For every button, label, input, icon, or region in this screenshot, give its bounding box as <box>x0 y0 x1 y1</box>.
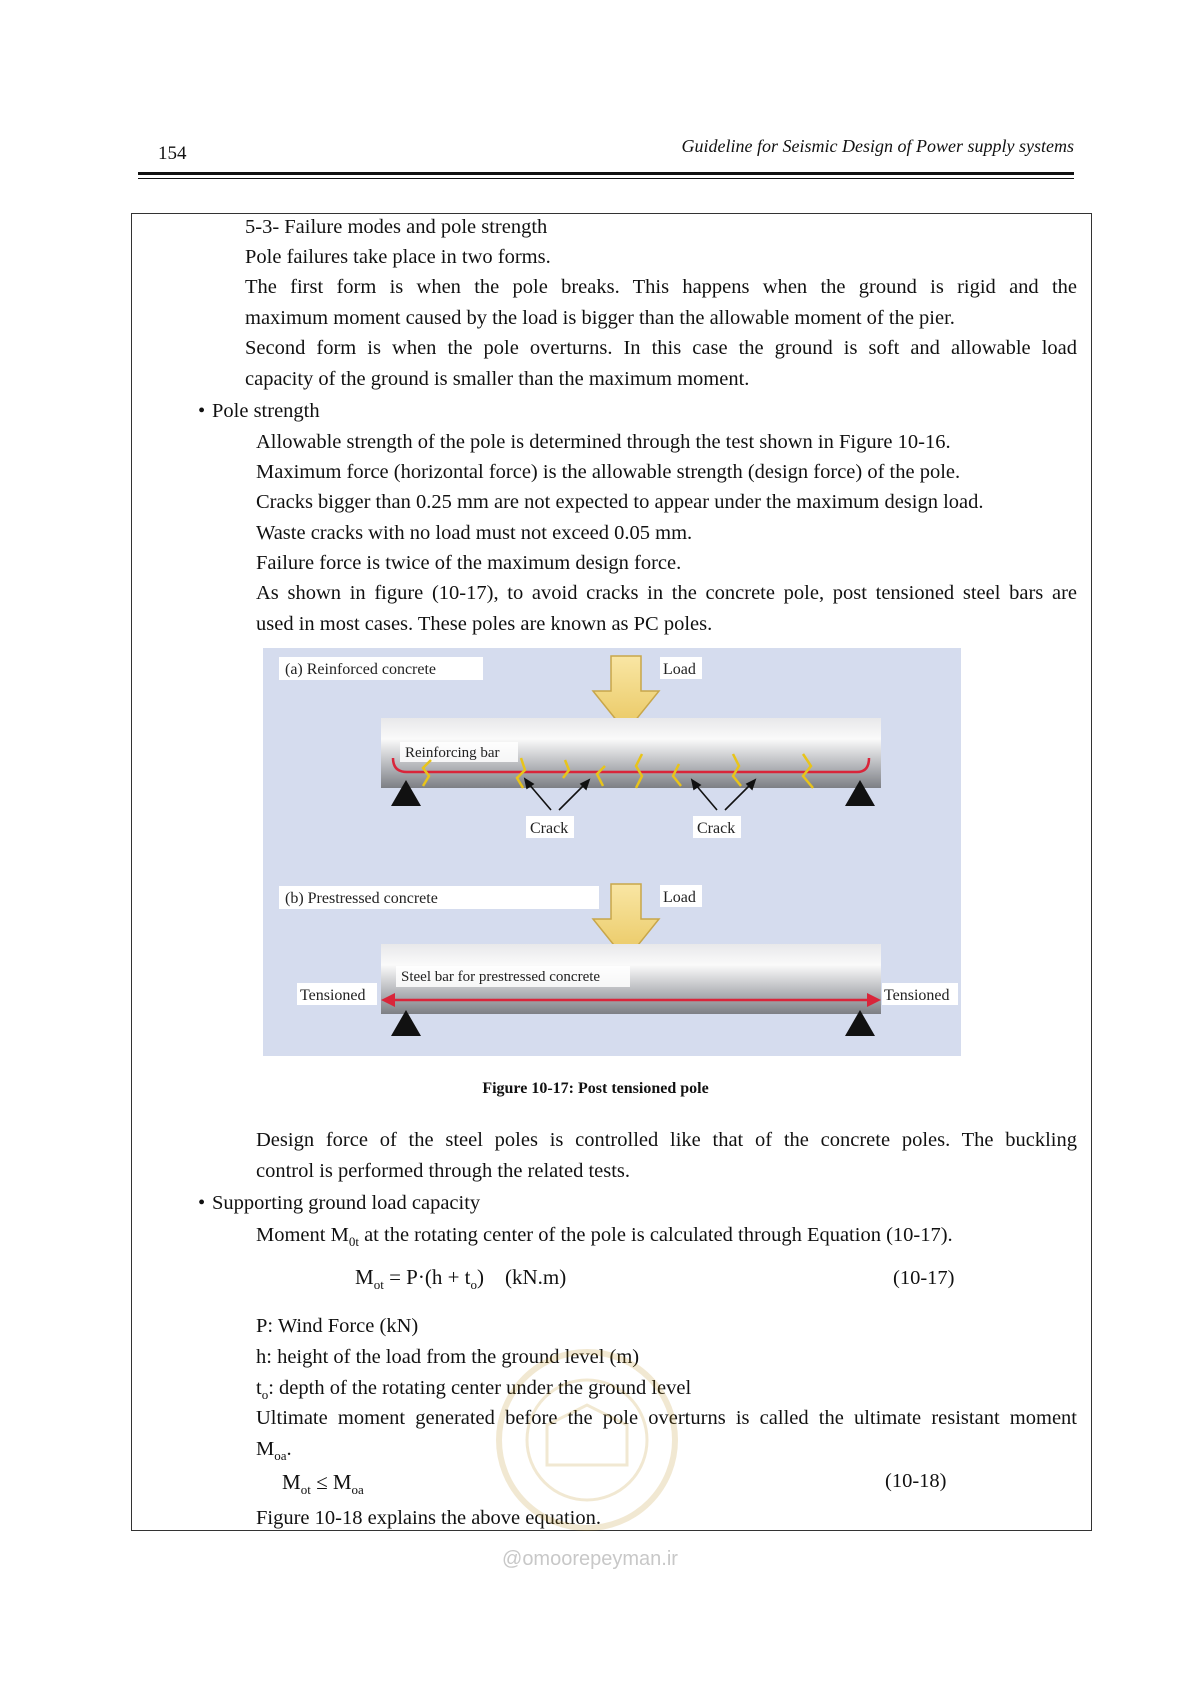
watermark-url: @omoorepeyman.ir <box>502 1548 678 1570</box>
watermark-url-text: omoorepeyman.ir <box>522 1548 678 1570</box>
def-t-b: : depth of the rotating center under the ground level <box>268 1377 692 1399</box>
pc-line-1: As shown in figure (10-17), to avoid cracks in the concrete pole, post tensioned steel bars are <box>256 582 1077 604</box>
bullet-dot: • <box>198 400 206 422</box>
closing-line: Figure 10-18 explains the above equation. <box>256 1507 601 1529</box>
eq1-number: (10-17) <box>893 1267 955 1289</box>
pole-strength-line-1: Allowable strength of the pole is determined through the test shown in Figure 10-16. <box>256 431 951 453</box>
ultimate-line-2 <box>256 1436 292 1469</box>
pole-strength-line-5: Failure force is twice of the maximum design force. <box>256 552 682 574</box>
def-t-a: t <box>256 1377 262 1399</box>
pole-strength-line-2: Maximum force (horizontal force) is the allowable strength (design force) of the pole. <box>256 461 961 483</box>
equation-10-18: $M_{ot} \le M_{oa}$ <box>282 1470 364 1498</box>
figure-post-tensioned-pole <box>263 648 961 1056</box>
moment-text-a: Moment M <box>256 1224 349 1246</box>
moment-subscript: 0t <box>348 1234 359 1250</box>
ultimate-l2-sub: oa <box>274 1448 287 1464</box>
equation-10-17: $M_{ot} = P\cdot(h + t_o)$ (kN.m) <box>355 1265 567 1293</box>
panel-a-label: (a) Reinforced concrete <box>285 661 437 678</box>
crack-label-2: Crack <box>697 820 736 837</box>
watermark-seal <box>487 1345 687 1535</box>
tensioned-left-label: Tensioned <box>300 987 366 1004</box>
bullet-pole-strength <box>198 398 320 425</box>
panel-b-label: (b) Prestressed concrete <box>285 890 438 907</box>
bullet-label: Supporting ground load capacity <box>212 1192 481 1214</box>
tensioned-right-label: Tensioned <box>884 987 950 1004</box>
bullet-ground-capacity <box>198 1190 480 1217</box>
running-title: Guideline for Seismic Design of Power supply systems <box>681 136 1074 156</box>
section-intro: Pole failures take place in two forms. <box>245 246 551 268</box>
def-t-sub: o <box>261 1387 269 1403</box>
first-form-line-1: The first form is when the pole breaks. This happens when the ground is rigid and the <box>245 276 1077 298</box>
ultimate-l2-b: . <box>286 1438 292 1460</box>
pole-strength-line-3: Cracks bigger than 0.25 mm are not expected to appear under the maximum design load. <box>256 491 984 513</box>
load-label-a: Load <box>663 661 696 678</box>
pc-line-2: used in most cases. These poles are known as PC poles. <box>256 613 713 635</box>
steel-poles-line-1: Design force of the steel poles is controlled like that of the concrete poles. The buckling <box>256 1129 1077 1151</box>
ultimate-line-1: Ultimate moment generated before the pole overturns is called the ultimate resistant moment <box>256 1407 1077 1429</box>
load-label-b: Load <box>663 889 696 906</box>
reinforcing-bar-label: Reinforcing bar <box>405 745 500 761</box>
crack-label-1: Crack <box>530 820 569 837</box>
page-number: 154 <box>158 143 187 164</box>
header-rule-thick <box>138 172 1074 175</box>
moment-text-b: at the rotating center of the pole is calculated through Equation (10-17). <box>358 1224 953 1246</box>
second-form-line-1: Second form is when the pole overturns. In this case the ground is soft and allowable load <box>245 337 1077 359</box>
second-form-line-2: capacity of the ground is smaller than the maximum moment. <box>245 368 750 390</box>
eq2-number: (10-18) <box>885 1470 947 1492</box>
first-form-line-2: maximum moment caused by the load is bigger than the allowable moment of the pier. <box>245 307 955 329</box>
section-heading: 5-3- Failure modes and pole strength <box>245 216 548 238</box>
header-rule-thin <box>138 178 1074 179</box>
def-h: h: height of the load from the ground level (m) <box>256 1346 640 1368</box>
figure-caption: Figure 10-17: Post tensioned pole <box>482 1080 709 1097</box>
bullet-label: Pole strength <box>212 400 320 422</box>
steel-poles-line-2: control is performed through the related tests. <box>256 1160 631 1182</box>
pole-strength-line-4: Waste cracks with no load must not exceed 0.05 mm. <box>256 522 693 544</box>
def-p: P: Wind Force (kN) <box>256 1315 419 1337</box>
moment-intro <box>256 1222 953 1255</box>
steel-bar-label: Steel bar for prestressed concrete <box>401 969 601 985</box>
bullet-dot: • <box>198 1192 206 1214</box>
ultimate-l2-a: M <box>256 1438 275 1460</box>
eq1-unit: (kN.m) <box>505 1265 567 1289</box>
